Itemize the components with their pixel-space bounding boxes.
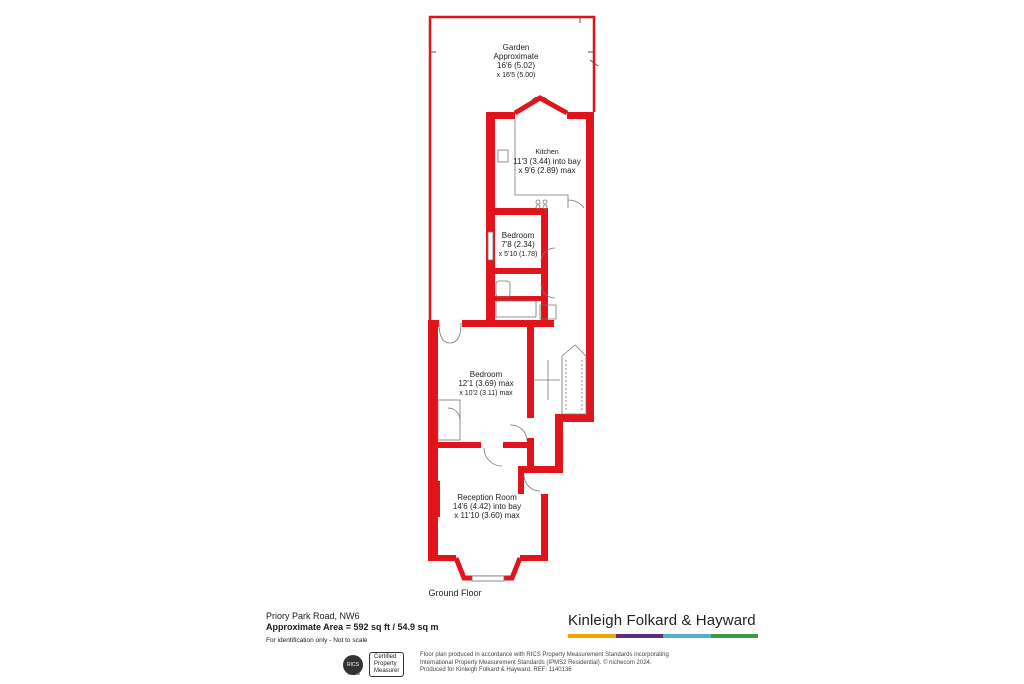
svg-text:16'6 (5.02): 16'6 (5.02) xyxy=(497,61,535,70)
property-address: Priory Park Road, NW6 xyxy=(266,611,360,621)
reception-label xyxy=(453,493,521,520)
disclaimer-line-2: International Property Measurement Standards (IPMS2 Residential). © nichecom 2024. xyxy=(420,659,652,666)
rics-logo-text: RICS xyxy=(347,661,359,668)
garden-label xyxy=(494,43,539,79)
disclaimer-line-1: Floor plan produced in accordance with RICS Property Measurement Standards incorporating xyxy=(420,652,669,658)
disclaimer-line-3: Produced for Kinleigh Folkard & Hayward. REF: 1140136 xyxy=(420,667,572,673)
disclaimer xyxy=(420,652,690,675)
svg-text:Kitchen: Kitchen xyxy=(535,149,559,156)
svg-text:Approximate: Approximate xyxy=(493,52,539,61)
kitchen-label xyxy=(513,149,581,175)
rics-label: RICS xyxy=(348,671,360,677)
stairs xyxy=(531,345,586,414)
brand-color-1 xyxy=(568,634,616,638)
svg-text:7'8 (2.34): 7'8 (2.34) xyxy=(501,240,535,249)
rics-badge xyxy=(343,652,404,677)
svg-text:x 11'10 (3.60) max: x 11'10 (3.60) max xyxy=(454,511,520,520)
svg-text:Bedroom: Bedroom xyxy=(501,231,535,240)
kitchen-bay xyxy=(515,97,567,113)
reception-bay xyxy=(456,558,520,581)
brand-color-4 xyxy=(711,634,759,638)
scale-note: For identification only - Not to scale xyxy=(266,637,368,644)
svg-text:Bedroom: Bedroom xyxy=(469,370,503,379)
main-block-walls xyxy=(428,320,563,561)
svg-text:x 9'6 (2.89) max: x 9'6 (2.89) max xyxy=(518,166,576,175)
property-area: Approximate Area = 592 sq ft / 54.9 sq m xyxy=(266,622,439,632)
brand-color-2 xyxy=(616,634,664,638)
badge-line-3: Measurer xyxy=(374,668,400,674)
svg-text:x 16'5 (5.00): x 16'5 (5.00) xyxy=(496,72,536,79)
svg-text:Reception Room: Reception Room xyxy=(457,493,517,502)
badge-line-2: Property xyxy=(374,661,397,667)
svg-text:11'3 (3.44) into bay: 11'3 (3.44) into bay xyxy=(513,157,581,166)
svg-text:Garden: Garden xyxy=(502,43,530,52)
svg-text:14'6 (4.42) into bay: 14'6 (4.42) into bay xyxy=(452,502,522,511)
agent-name: Kinleigh Folkard & Hayward xyxy=(568,612,756,629)
agent-brand xyxy=(568,612,758,638)
brand-color-3 xyxy=(663,634,711,638)
bedroom-main-label xyxy=(458,370,513,397)
bedroom-small-label xyxy=(499,231,538,258)
svg-text:x 5'10 (1.78): x 5'10 (1.78) xyxy=(498,251,538,258)
property-info xyxy=(266,611,439,646)
svg-text:x 10'2 (3.11) max: x 10'2 (3.11) max xyxy=(459,390,513,397)
badge-line-1: Certified xyxy=(374,654,397,660)
main-doors xyxy=(438,323,540,491)
certified-measurer-badge xyxy=(369,652,404,677)
floor-label: Ground Floor xyxy=(428,588,482,598)
brand-color-bar xyxy=(568,634,758,638)
svg-text:12'1 (3.69) max: 12'1 (3.69) max xyxy=(458,379,514,388)
